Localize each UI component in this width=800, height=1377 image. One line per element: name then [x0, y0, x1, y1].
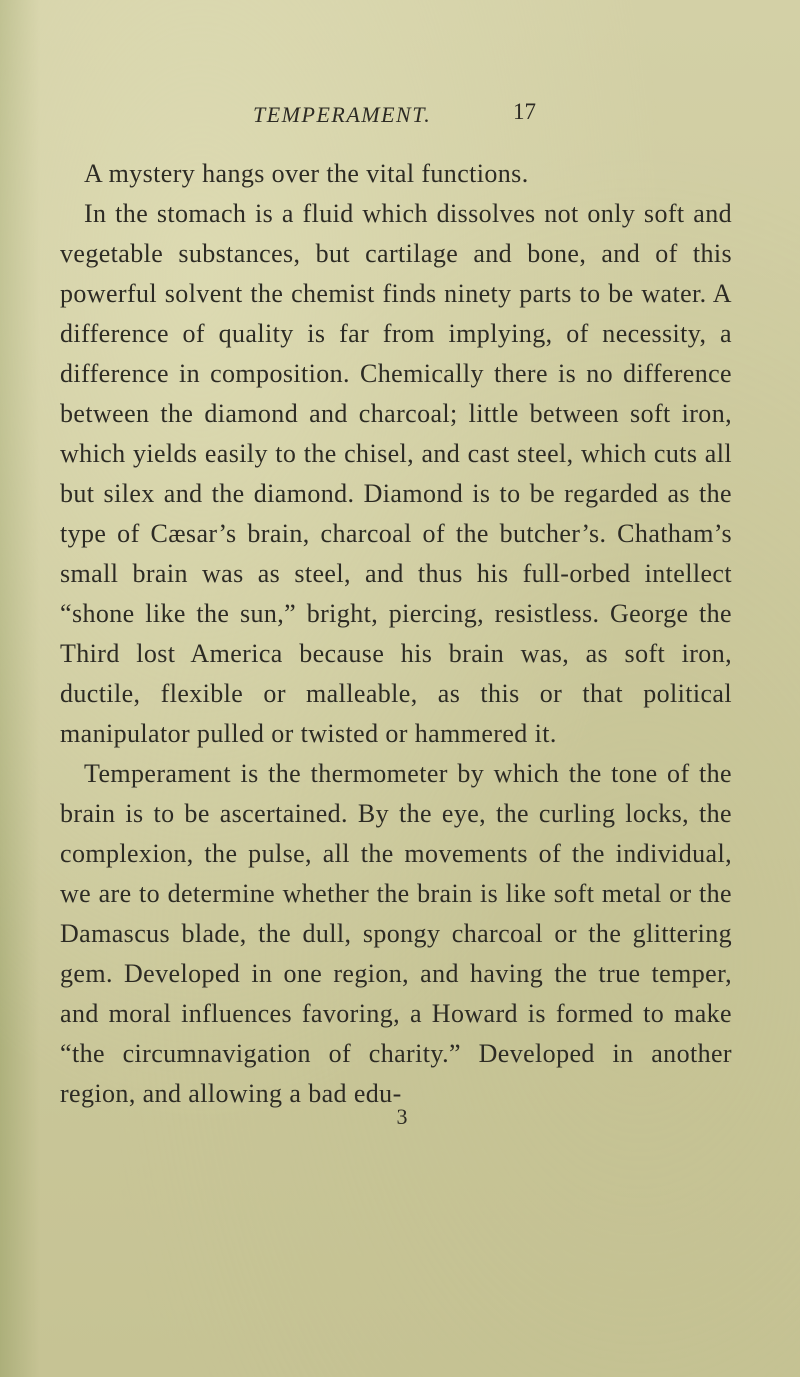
page-header	[0, 72, 800, 127]
paragraph-1: A mystery hangs over the vital functions.	[84, 159, 529, 188]
body-text	[60, 154, 732, 1114]
page-folio: 17	[513, 99, 536, 124]
signature-mark: 3	[396, 1104, 408, 1129]
paragraph-3: Temperament is the thermometer by which the tone of the brain is to be ascertained. By the eye, the curling locks, the complexion, the pulse, all the movements of the individual, we are to determine whether the brain is like soft metal or the Damascus blade, the dull, spongy charcoal or the glittering gem. Developed in one region, and having the true temper, and moral influences favoring, a Howard is formed to make “the circumnavigation of charity.” Developed in another region, and allowing a bad edu-	[60, 759, 732, 1108]
paragraph-2: In the stomach is a fluid which dissolves not only soft and vegetable substances, but cartilage and bone, and of this powerful solvent the chemist finds ninety parts to be water. A difference of quality is far from implying, of necessity, a difference in composition. Chemically there is no difference between the diamond and charcoal; little between soft iron, which yields easily to the chisel, and cast steel, which cuts all but silex and the diamond. Diamond is to be regarded as the type of Cæsar’s brain, charcoal of the butcher’s. Chatham’s small brain was as steel, and thus his full-orbed intellect “shone like the sun,” bright, piercing, resistless. George the Third lost America because his brain was, as soft iron, ductile, flexible or malleable, as this or that political manipulator pulled or twisted or hammered it.	[60, 199, 732, 748]
running-head: TEMPERAMENT.	[253, 102, 432, 127]
